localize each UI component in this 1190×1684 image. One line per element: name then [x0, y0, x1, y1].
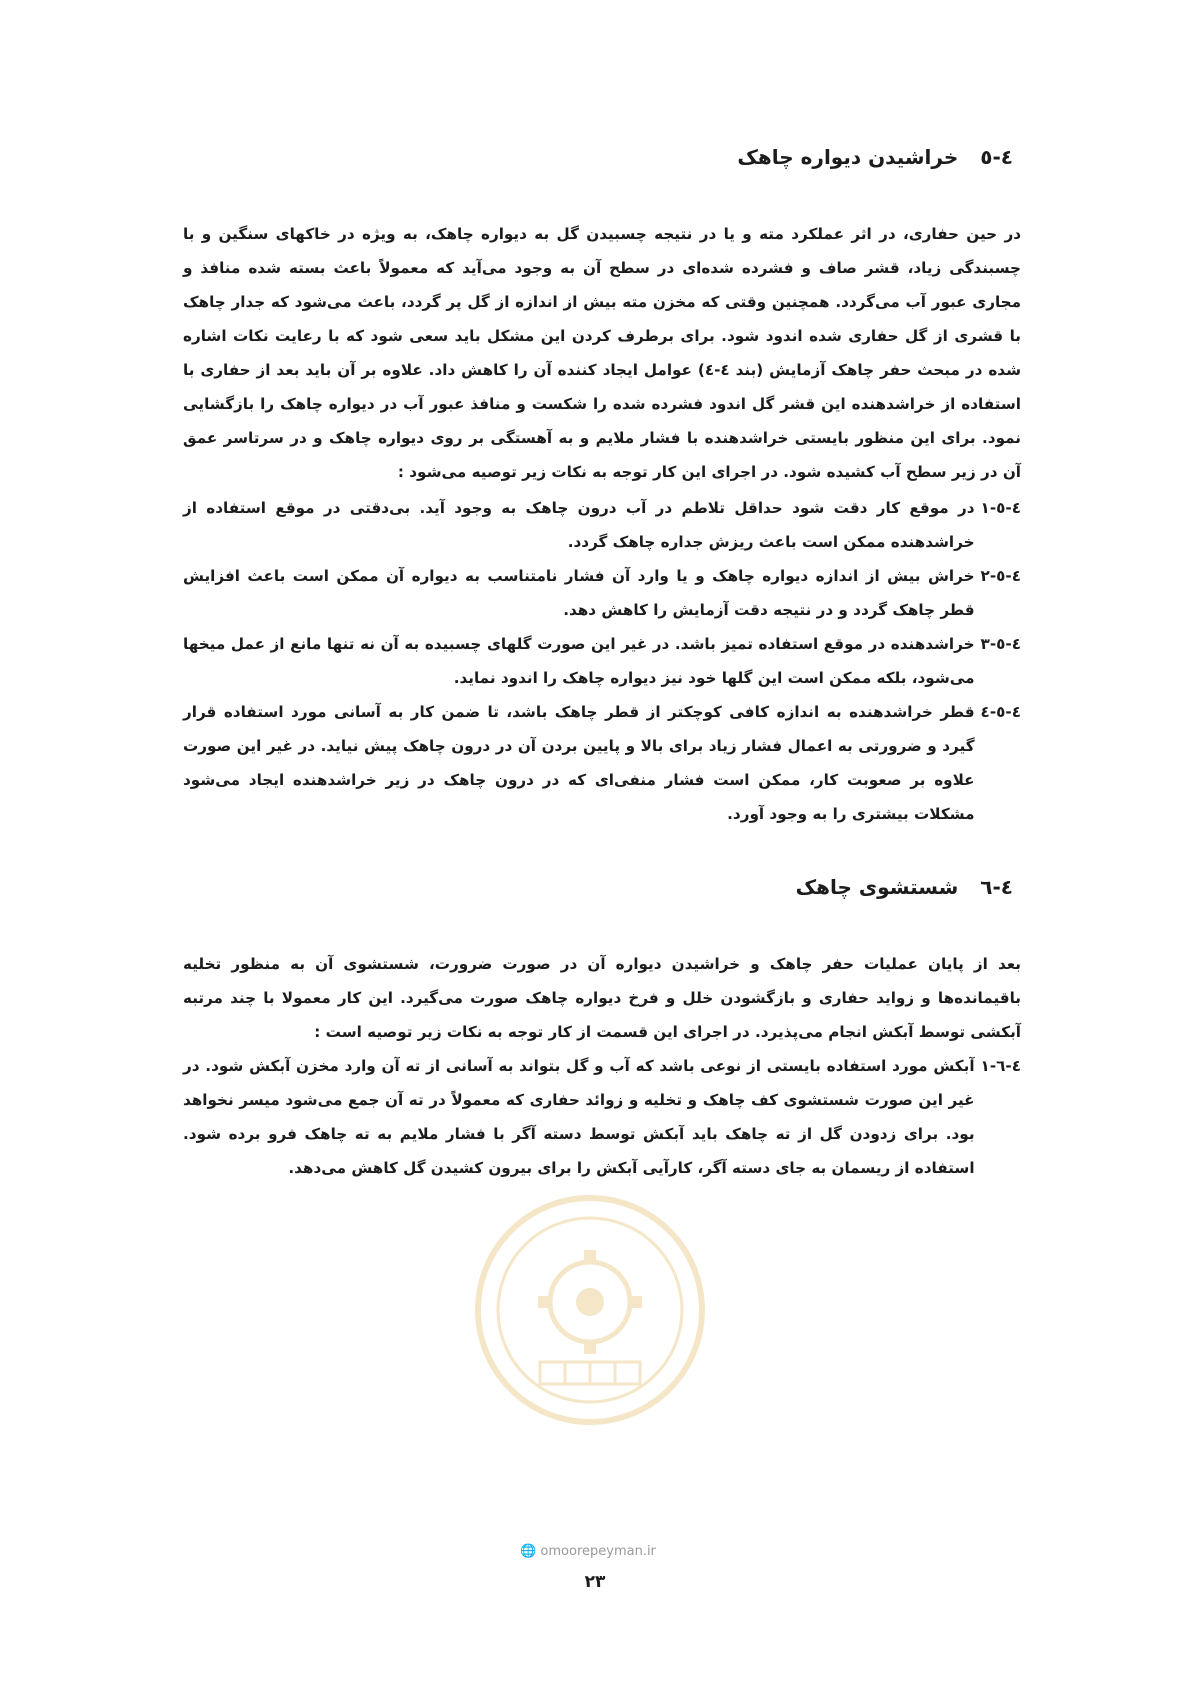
- item-number: ٤-٥-٢: [980, 567, 1021, 585]
- numbered-list: [183, 1049, 1021, 1185]
- item-text: در موقع کار دقت شود حداقل تلاطم در آب درون چاهک به وجود آید. بی‌دقتی در موقع استفاده از خراشدهنده ممکن است باعث ریزش جداره چاهک گردد.: [183, 499, 975, 551]
- section-title: خراشیدن دیواره چاهک: [737, 145, 959, 169]
- section-paragraph: در حین حفاری، در اثر عملکرد مته و یا در نتیجه چسبیدن گل به دیواره چاهک، به ویژه در خاکهای سنگین و با چسبندگی زیاد، قشر صاف و فشرده شده‌ای در سطح آن به وجود می‌آید که معمولاً باعث بسته شده منافذ و مجاری عبور آب می‌گردد. همچنین وقتی که مخزن مته بیش از اندازه از گل پر گردد، باعث می‌شود که جدار چاهک با قشری از گل حفاری شده اندود شود. برای برطرف کردن این مشکل باید سعی شود که با رعایت نکات اشاره شده در مبحث حفر چاهک آزمایش (بند ٤-٤) عوامل ایجاد کننده آن را کاهش داد. علاوه بر آن باید بعد از حفاری با استفاده از خراشدهنده این قشر گل اندود فشرده شده را شکست و منافذ عبور آب در دیواره چاهک را بازگشایی نمود. برای این منظور بایستی خراشدهنده با فشار ملایم و به آهستگی بر روی دیواره چاهک و در سرتاسر عمق آن در زیر سطح آب کشیده شود. در اجرای این کار توجه به نکات زیر توصیه می‌شود :: [183, 225, 1022, 481]
- globe-icon: 🌐: [520, 1544, 537, 1559]
- section-number: ٤-٥: [980, 145, 1013, 169]
- section-paragraph: بعد از پایان عملیات حفر چاهک و خراشیدن دیواره آن در صورت ضرورت، شستشوی آن به منظور تخلیه باقیمانده‌ها و زواید حفاری و بازگشودن خلل و فرخ دیواره چاهک صورت می‌گیرد. این کار معمولا با چند مرتبه آبکشی توسط آبکش انجام می‌پذیرد. در اجرای این قسمت از کار توجه به نکات زیر توصیه است :: [183, 955, 1021, 1041]
- list-item: [183, 491, 1021, 559]
- item-text: آبکش مورد استفاده بایستی از نوعی باشد که آب و گل بتواند به آسانی از ته آن وارد مخزن آبکش شود. در غیر این صورت شستشوی کف چاهک و تخلیه و زوائد حفاری که معمولاً در ته آن جمع می‌شود میسر نخواهد بود. برای زدودن گل از ته چاهک باید آبکش توسط دسته آگر با فشار ملایم به ته چاهک فرو برده شود. استفاده از ریسمان به جای دسته آگر، کارآیی آبکش را برای بیرون کشیدن گل کاهش می‌دهد.: [183, 1057, 975, 1177]
- item-text: خراشدهنده در موقع استفاده تمیز باشد. در غیر این صورت گلهای چسبیده به آن نه تنها مانع از عمل میخها می‌شود، بلکه ممکن است این گلها خود نیز دیواره چاهک را اندود نماید.: [183, 635, 975, 687]
- website-watermark: [488, 1544, 688, 1559]
- list-item: [183, 695, 1021, 831]
- list-item: [183, 559, 1021, 627]
- page-number: ۲۳: [584, 1572, 606, 1592]
- item-number: ٤-٥-٤: [980, 703, 1021, 721]
- section-heading-4-5: [183, 145, 1021, 169]
- item-text: خراش بیش از اندازه دیواره چاهک و یا وارد آن فشار نامتناسب به دیواره آن ممکن است باعث افزایش قطر چاهک گردد و در نتیجه دقت آزمایش را کاهش دهد.: [183, 567, 975, 619]
- list-item: [183, 627, 1021, 695]
- watermark-seal-logo: [470, 1190, 710, 1430]
- item-number: ٤-٥-٣: [980, 635, 1021, 653]
- section-title: شستشوی چاهک: [795, 875, 959, 899]
- section-heading-4-6: [183, 875, 1021, 899]
- page-content: [183, 145, 1021, 1185]
- numbered-list: [183, 491, 1021, 831]
- list-item: [183, 1049, 1021, 1185]
- item-number: ٤-٦-١: [980, 1057, 1021, 1075]
- website-text: omoorepeyman.ir: [540, 1544, 656, 1559]
- item-number: ٤-٥-١: [980, 499, 1021, 517]
- item-text: قطر خراشدهنده به اندازه کافی کوچکتر از قطر چاهک باشد، تا ضمن کار به آسانی مورد استفاده قرار گیرد و ضرورتی به اعمال فشار زیاد برای بالا و پایین بردن آن در درون چاهک پیش نیاید. در غیر این صورت علاوه بر صعوبت کار، ممکن است فشار منفی‌ای که در درون چاهک در زیر خراشدهنده ایجاد می‌شود مشکلات بیشتری را به وجود آورد.: [183, 703, 975, 823]
- section-number: ٤-٦: [980, 875, 1013, 899]
